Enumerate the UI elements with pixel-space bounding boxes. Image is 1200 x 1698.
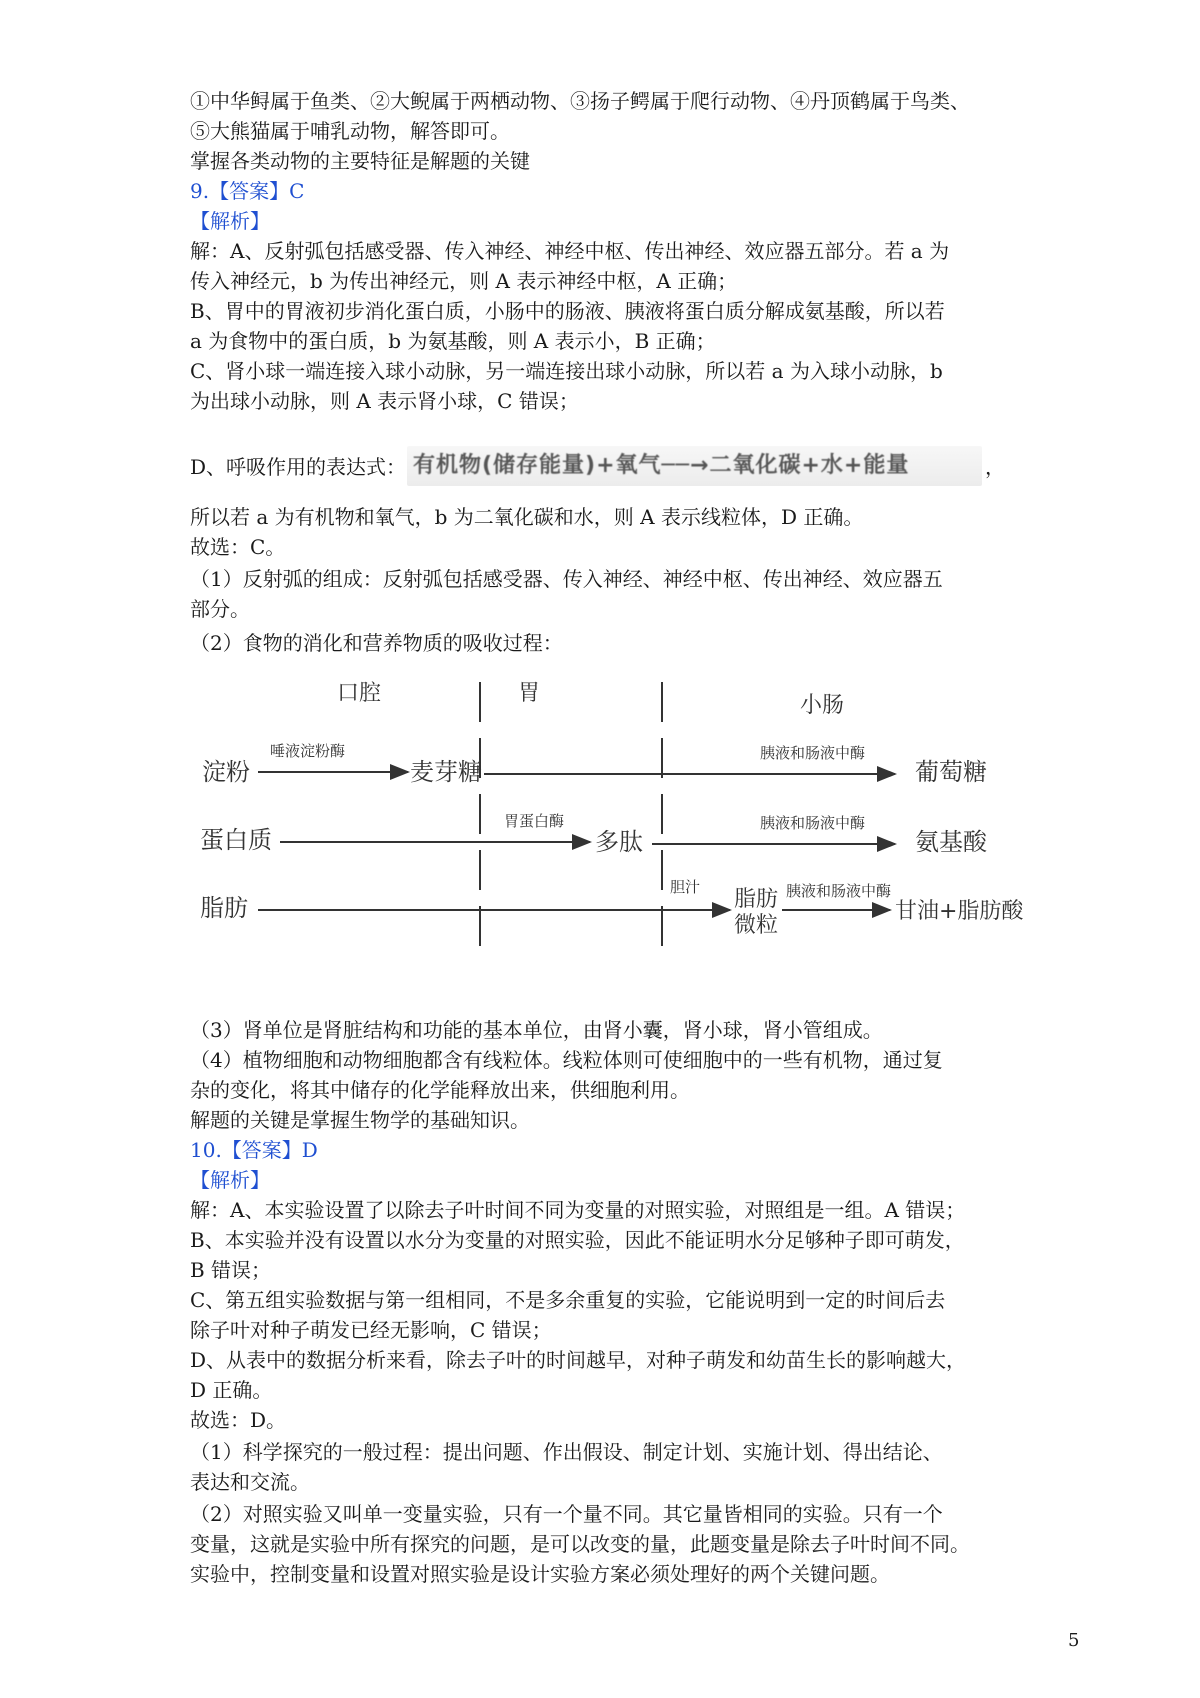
text-line: B、胃中的胃液初步消化蛋白质，小肠中的肠液、胰液将蛋白质分解成氨基酸，所以若 bbox=[190, 299, 945, 323]
text-line: D、从表中的数据分析来看，除去子叶的时间越早，对种子萌发和幼苗生长的影响越大， bbox=[190, 1348, 967, 1372]
text-line: （4）植物细胞和动物细胞都含有线粒体。线粒体则可使细胞中的一些有机物，通过复 bbox=[190, 1048, 943, 1072]
text-line: （3）肾单位是肾脏结构和功能的基本单位，由肾小囊，肾小球，肾小管组成。 bbox=[190, 1018, 883, 1042]
text-line: （1）科学探究的一般过程：提出问题、作出假设、制定计划、实施计划、得出结论、 bbox=[190, 1440, 943, 1464]
text-line: 部分。 bbox=[190, 597, 250, 621]
amino-acid-label: 氨基酸 bbox=[915, 828, 987, 856]
section-stomach: 胃 bbox=[518, 681, 541, 706]
starch-label: 淀粉 bbox=[202, 758, 250, 786]
text-line: 解：A、本实验设置了以除去子叶时间不同为变量的对照实验，对照组是一组。A 错误； bbox=[190, 1198, 966, 1222]
text-line: C、第五组实验数据与第一组相同，不是多余重复的实验，它能说明到一定的时间后去 bbox=[190, 1288, 946, 1312]
text-line: D 正确。 bbox=[190, 1378, 273, 1402]
enzyme-pancreatic-intestinal-1: 胰液和肠液中酶 bbox=[760, 744, 866, 762]
text-line: （2）对照实验又叫单一变量实验，只有一个量不同。其它量皆相同的实验。只有一个 bbox=[190, 1502, 943, 1526]
maltose-label: 麦芽糖 bbox=[410, 758, 482, 786]
text-line: 为出球小动脉，则 A 表示肾小球，C 错误； bbox=[190, 389, 579, 413]
text-line: 变量，这就是实验中所有探究的问题，是可以改变的量，此题变量是除去子叶时间不同。 bbox=[190, 1532, 970, 1556]
text-line: ⑤大熊猫属于哺乳动物，解答即可。 bbox=[190, 119, 510, 143]
text-line: 故选：C。 bbox=[190, 535, 286, 559]
text-line: B、本实验并没有设置以水分为变量的对照实验，因此不能证明水分足够种子即可萌发， bbox=[190, 1228, 965, 1252]
text-line: a 为食物中的蛋白质，b 为氨基酸，则 A 表示小，B 正确； bbox=[190, 329, 716, 353]
text-line: 除子叶对种子萌发已经无影响，C 错误； bbox=[190, 1318, 552, 1342]
fat-label: 脂肪 bbox=[200, 894, 248, 922]
text-line: 表达和交流。 bbox=[190, 1470, 310, 1494]
text-line: B 错误； bbox=[190, 1258, 272, 1282]
text-line: 故选：D。 bbox=[190, 1408, 287, 1432]
answer-heading-9: 9.【答案】C bbox=[190, 179, 305, 203]
fat-particle-label-1: 脂肪 bbox=[734, 887, 779, 912]
text-line: ①中华鲟属于鱼类、②大鲵属于两栖动物、③扬子鳄属于爬行动物、④丹顶鹤属于鸟类、 bbox=[190, 89, 970, 113]
answer-heading-10: 10.【答案】D bbox=[190, 1138, 318, 1162]
glycerol-fattyacid-label: 甘油+脂肪酸 bbox=[895, 899, 1024, 924]
section-mouth: 口腔 bbox=[337, 681, 382, 706]
fat-particle-label-2: 微粒 bbox=[734, 913, 779, 938]
digestion-diagram bbox=[200, 660, 1050, 980]
analysis-heading: 【解析】 bbox=[190, 1168, 270, 1192]
section-small-intestine: 小肠 bbox=[800, 693, 845, 718]
text-line: 杂的变化，将其中储存的化学能释放出来，供细胞利用。 bbox=[190, 1078, 690, 1102]
bile-label: 胆汁 bbox=[670, 878, 701, 896]
text-line: 解：A、反射弧包括感受器、传入神经、神经中枢、传出神经、效应器五部分。若 a 为 bbox=[190, 239, 950, 263]
enzyme-pancreatic-intestinal-3: 胰液和肠液中酶 bbox=[786, 882, 892, 900]
text-line: D、呼吸作用的表达式： bbox=[190, 455, 407, 479]
text-line: 解题的关键是掌握生物学的基础知识。 bbox=[190, 1108, 530, 1132]
text-line: ， bbox=[985, 455, 1005, 479]
enzyme-pancreatic-intestinal-2: 胰液和肠液中酶 bbox=[760, 814, 866, 832]
text-line: 掌握各类动物的主要特征是解题的关键 bbox=[190, 149, 530, 173]
protein-label: 蛋白质 bbox=[200, 826, 272, 854]
text-line: 实验中，控制变量和设置对照实验是设计实验方案必须处理好的两个关键问题。 bbox=[190, 1562, 890, 1586]
text-line: （2）食物的消化和营养物质的吸收过程： bbox=[190, 631, 563, 655]
glucose-label: 葡萄糖 bbox=[915, 758, 987, 786]
enzyme-saliva-amylase: 唾液淀粉酶 bbox=[270, 742, 346, 760]
page-number: 5 bbox=[1068, 1630, 1080, 1651]
enzyme-pepsin: 胃蛋白酶 bbox=[504, 812, 565, 830]
text-line: 传入神经元，b 为传出神经元，则 A 表示神经中枢，A 正确； bbox=[190, 269, 738, 293]
text-line: （1）反射弧的组成：反射弧包括感受器、传入神经、神经中枢、传出神经、效应器五 bbox=[190, 567, 943, 591]
equation-text: 有机物(储存能量)+氧气──→二氧化碳+水+能量 bbox=[413, 453, 910, 478]
text-line: C、肾小球一端连接入球小动脉，另一端连接出球小动脉，所以若 a 为入球小动脉，b bbox=[190, 359, 943, 383]
peptide-label: 多肽 bbox=[595, 828, 643, 856]
respiration-equation-image bbox=[407, 446, 982, 486]
text-line: 所以若 a 为有机物和氧气，b 为二氧化碳和水，则 A 表示线粒体，D 正确。 bbox=[190, 505, 864, 529]
analysis-heading: 【解析】 bbox=[190, 209, 270, 233]
